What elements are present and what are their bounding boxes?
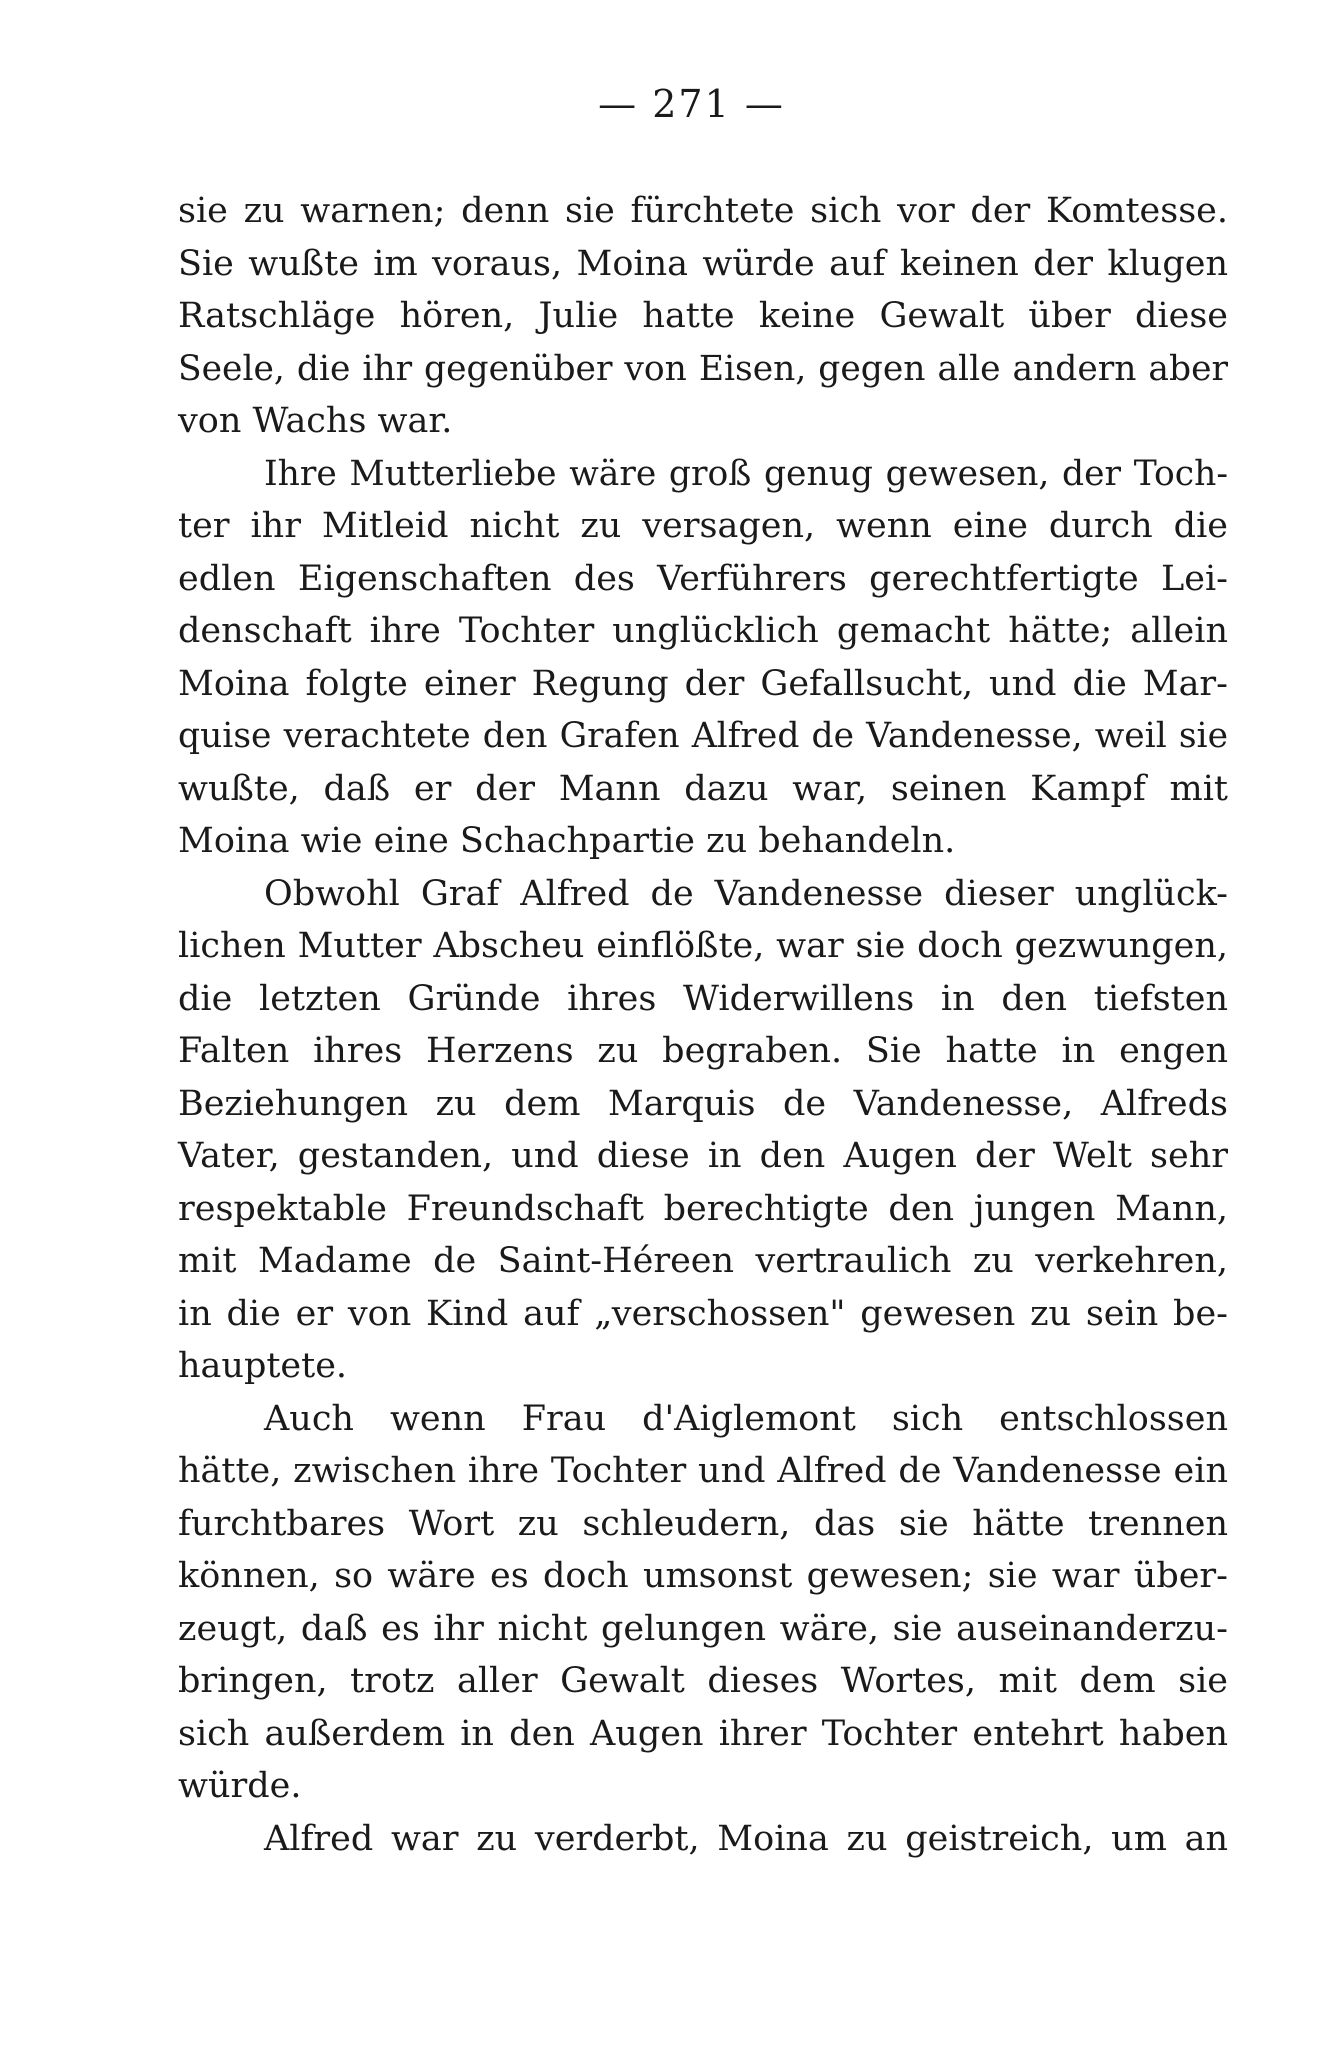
text-line: quise verachtete den Grafen Alfred de Vandenesse, weil sie	[178, 716, 1228, 756]
text-line: Falten ihres Herzens zu begraben. Sie hatte in engen	[178, 1031, 1228, 1071]
text-line: sie zu warnen; denn sie fürchtete sich vor der Komtesse.	[178, 191, 1228, 231]
text-line: Moina wie eine Schachpartie zu behandeln.	[178, 821, 956, 861]
text-line: die letzten Gründe ihres Widerwillens in den tiefsten	[178, 978, 1228, 1019]
text-line: in die er von Kind auf „verschossen" gewesen zu sein be-	[178, 1293, 1228, 1334]
text-line: ter ihr Mitleid nicht zu versagen, wenn eine durch die	[178, 506, 1228, 546]
text-line: furchtbares Wort zu schleudern, das sie hätte trennen	[178, 1503, 1228, 1544]
text-line: sich außerdem in den Augen ihrer Tochter entehrt haben	[178, 1713, 1228, 1754]
text-line: Ratschläge hören, Julie hatte keine Gewalt über diese	[178, 296, 1228, 336]
text-line: edlen Eigenschaften des Verführers gerechtfertigte Lei-	[178, 558, 1228, 599]
text-line: Beziehungen zu dem Marquis de Vandenesse, Alfreds	[178, 1083, 1228, 1124]
text-line: mit Madame de Saint-Héreen vertraulich zu verkehren,	[178, 1241, 1228, 1281]
text-line: respektable Freundschaft berechtigte den jungen Mann,	[178, 1188, 1228, 1229]
text-line: Ihre Mutterliebe wäre groß genug gewesen, der Toch-	[264, 453, 1228, 494]
text-line: Obwohl Graf Alfred de Vandenesse dieser unglück-	[264, 873, 1228, 914]
text-line: lichen Mutter Abscheu einflößte, war sie doch gezwungen,	[178, 926, 1228, 966]
text-line: Vater, gestanden, und diese in den Augen der Welt sehr	[178, 1136, 1228, 1176]
text-line: würde.	[178, 1766, 302, 1806]
text-line: können, so wäre es doch umsonst gewesen; sie war über-	[178, 1556, 1228, 1596]
text-line: hauptete.	[178, 1346, 348, 1386]
text-line: hätte, zwischen ihre Tochter und Alfred de Vandenesse ein	[178, 1451, 1228, 1491]
text-line: Sie wußte im voraus, Moina würde auf keinen der klugen	[178, 243, 1228, 284]
text-line: Moina folgte einer Regung der Gefallsucht, und die Mar-	[178, 663, 1228, 704]
text-line: Alfred war zu verderbt, Moina zu geistreich, um an	[264, 1818, 1228, 1859]
page-number: — 271 —	[598, 82, 785, 126]
body-text	[178, 185, 1228, 1865]
text-line: Auch wenn Frau d'Aiglemont sich entschlossen	[264, 1398, 1228, 1439]
text-line: bringen, trotz aller Gewalt dieses Wortes, mit dem sie	[178, 1661, 1228, 1701]
text-line: wußte, daß er der Mann dazu war, seinen Kampf mit	[178, 768, 1228, 809]
text-line: von Wachs war.	[178, 401, 453, 441]
text-line: Seele, die ihr gegenüber von Eisen, gegen alle andern aber	[178, 348, 1228, 389]
text-line: zeugt, daß es ihr nicht gelungen wäre, sie auseinanderzu-	[178, 1608, 1228, 1649]
text-line: denschaft ihre Tochter unglücklich gemacht hätte; allein	[178, 611, 1228, 651]
